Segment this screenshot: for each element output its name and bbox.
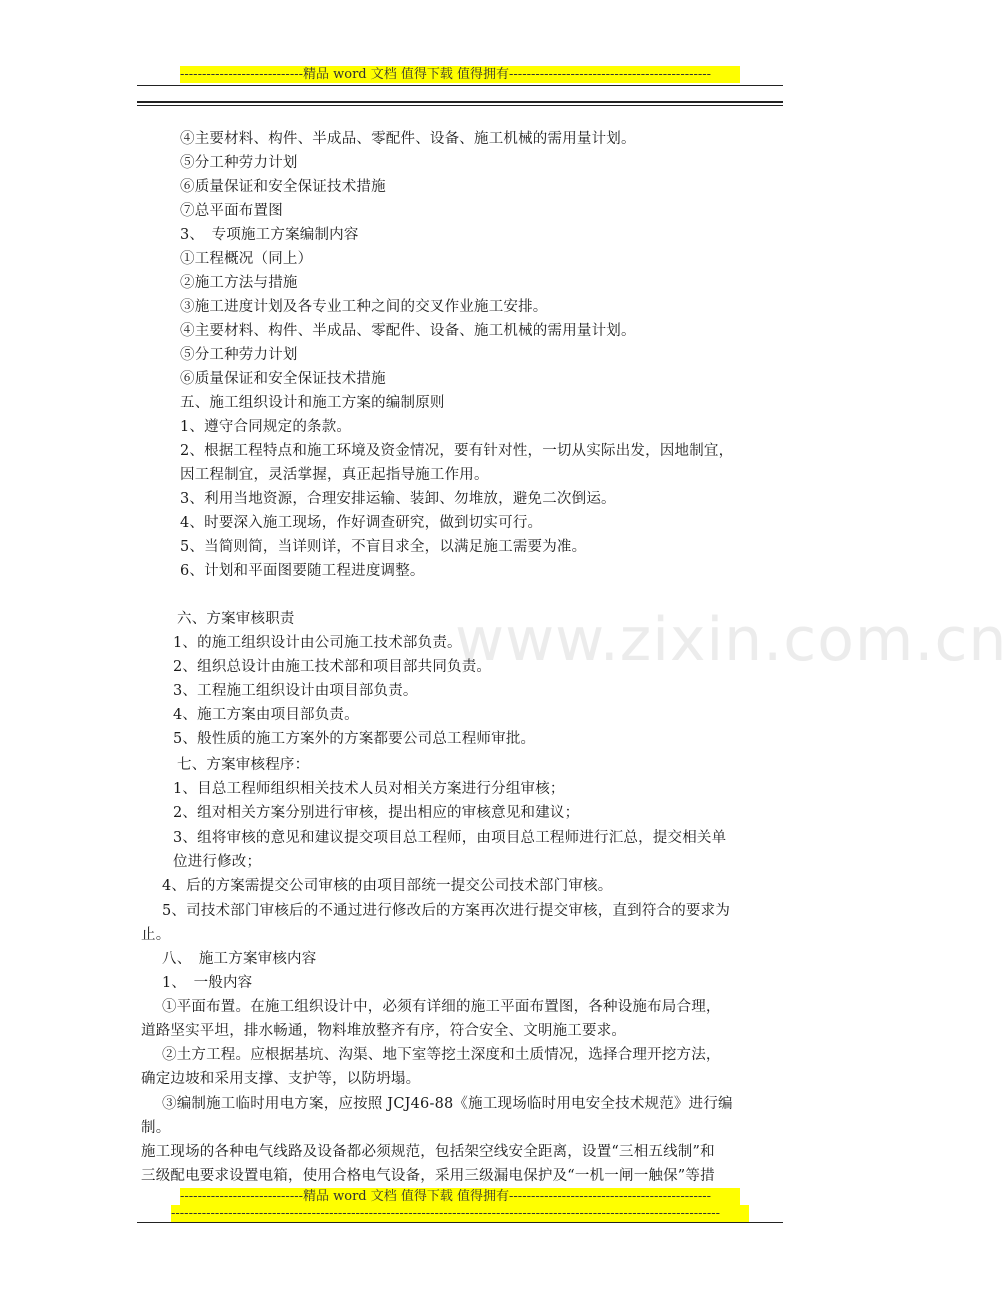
body-line: ①工程概况（同上）	[180, 251, 313, 267]
body-line: 2、根据工程特点和施工环境及资金情况，要有针对性，一切从实际出发，因地制宜，	[180, 443, 734, 459]
body-line: ②施工方法与措施	[180, 275, 298, 291]
footer-banner: ----------------------------精品 word 文档 值得下载 值得拥有----------------------------------------------	[180, 1188, 740, 1205]
body-line: 道路坚实平坦，排水畅通，物料堆放整齐有序，符合安全、文明施工要求。	[141, 1023, 627, 1039]
header-rule-thick-1	[137, 101, 783, 103]
body-line: 4、后的方案需提交公司审核的由项目部统一提交公司技术部门审核。	[162, 878, 613, 894]
body-line: ⑥质量保证和安全保证技术措施	[180, 179, 386, 195]
body-line: ③施工进度计划及各专业工种之间的交叉作业施工安排。	[180, 299, 548, 315]
body-line: 施工现场的各种电气线路及设备都必须规范，包括架空线安全距离，设置“三相五线制”和	[141, 1144, 715, 1160]
body-line: 因工程制宜，灵活掌握，真正起指导施工作用。	[180, 467, 489, 483]
body-line: 三级配电要求设置电箱，使用合格电气设备，采用三级漏电保护及“一机一闸一触保”等措	[141, 1168, 715, 1184]
body-line: 5、当简则简，当详则详，不盲目求全，以满足施工需要为准。	[180, 539, 587, 555]
section-heading: 五、施工组织设计和施工方案的编制原则	[180, 395, 445, 411]
body-line: 6、计划和平面图要随工程进度调整。	[180, 563, 425, 579]
body-line: 3、工程施工组织设计由项目部负责。	[173, 683, 418, 699]
section-heading: 七、方案审核程序：	[177, 757, 310, 773]
body-line: 制。	[141, 1120, 171, 1136]
header-rule-thin	[137, 85, 783, 86]
body-line: 1、目总工程师组织相关技术人员对相关方案进行分组审核；	[173, 781, 565, 797]
body-line: ⑤分工种劳力计划	[180, 347, 298, 363]
body-line: 止。	[141, 927, 171, 943]
body-line: ⑤分工种劳力计划	[180, 155, 298, 171]
header-rule-thick-2	[137, 105, 783, 106]
body-line: 5、司技术部门审核后的不通过进行修改后的方案再次进行提交审核，直到符合的要求为	[162, 903, 731, 919]
body-line: 2、组对相关方案分别进行审核，提出相应的审核意见和建议；	[173, 805, 580, 821]
footer-banner-dashes: -----------------------------------------------------------------------------------------------------------------------------	[171, 1205, 749, 1222]
body-line: 2、组织总设计由施工技术部和项目部共同负责。	[173, 659, 492, 675]
body-line: ①平面布置。在施工组织设计中，必须有详细的施工平面布置图，各种设施布局合理，	[162, 999, 721, 1015]
body-line: 1、 一般内容	[162, 975, 253, 991]
body-line: 确定边坡和采用支撑、支护等，以防坍塌。	[141, 1071, 421, 1087]
body-line: 3、组将审核的意见和建议提交项目总工程师，由项目总工程师进行汇总，提交相关单	[173, 830, 727, 846]
body-line: ⑦总平面布置图	[180, 203, 283, 219]
body-line: ②土方工程。应根据基坑、沟渠、地下室等挖土深度和土质情况，选择合理开挖方法，	[162, 1047, 721, 1063]
body-line: 3、 专项施工方案编制内容	[180, 227, 359, 243]
body-line: 位进行修改；	[173, 854, 262, 870]
body-line: 5、般性质的施工方案外的方案都要公司总工程师审批。	[173, 731, 536, 747]
footer-rule	[137, 1222, 783, 1223]
body-line: ④主要材料、构件、半成品、零配件、设备、施工机械的需用量计划。	[180, 323, 636, 339]
body-line: ④主要材料、构件、半成品、零配件、设备、施工机械的需用量计划。	[180, 131, 636, 147]
header-banner: ----------------------------精品 word 文档 值得下载 值得拥有----------------------------------------------	[180, 66, 740, 83]
body-line: ⑥质量保证和安全保证技术措施	[180, 371, 386, 387]
section-heading: 六、方案审核职责	[177, 611, 295, 627]
body-line: 1、的施工组织设计由公司施工技术部负责。	[173, 635, 462, 651]
watermark: www.zixin.com.cn	[455, 605, 1007, 675]
body-line: 1、遵守合同规定的条款。	[180, 419, 352, 435]
body-line: ③编制施工临时用电方案，应按照 JCJ46-88《施工现场临时用电安全技术规范》进行编	[162, 1096, 733, 1112]
body-line: 3、利用当地资源，合理安排运输、装卸、勿堆放，避免二次倒运。	[180, 491, 616, 507]
body-line: 4、施工方案由项目部负责。	[173, 707, 359, 723]
section-heading: 八、 施工方案审核内容	[162, 951, 317, 967]
body-line: 4、时要深入施工现场，作好调查研究，做到切实可行。	[180, 515, 543, 531]
